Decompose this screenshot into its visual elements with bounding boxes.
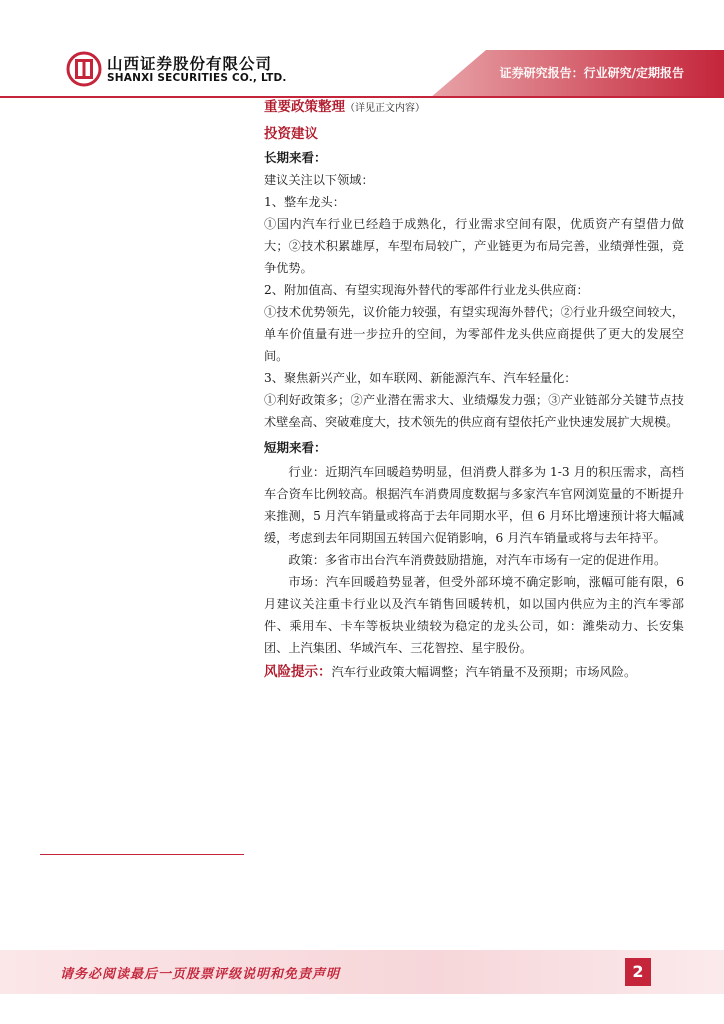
short-term-heading: 短期来看： <box>264 440 327 455</box>
investment-advice-heading: 投资建议 <box>264 126 318 142</box>
short-term-industry: 行业：近期汽车回暖趋势明显，但消费人群多为 1-3 月的积压需求，高档车合资车比例较高。根据汽车消费周度数据与多家汽车官网浏览量的不断提升来推测，5 月汽车销量或将高于去年同期水平，但 6 月环比增速预计将大幅减缓，考虑到去年同期国五转国六促销影响，6 月汽车销量或将与去年持平。 <box>264 465 684 545</box>
policy-title-note: （详见正文内容） <box>345 103 425 114</box>
shanxi-securities-logo-icon <box>66 51 102 87</box>
short-term-policy: 政策：多省市出台汽车消费鼓励措施，对汽车市场有一定的促进作用。 <box>288 553 667 567</box>
report-header <box>0 0 724 100</box>
risk-label: 风险提示： <box>264 664 332 680</box>
long-term-heading: 长期来看： <box>264 150 327 165</box>
long-term-item-1-heading: 1、整车龙头： <box>264 195 345 209</box>
long-term-item-2-heading: 2、附加值高、有望实现海外替代的零部件行业龙头供应商： <box>264 283 589 297</box>
footnote-divider <box>40 854 244 855</box>
report-body <box>264 96 684 683</box>
company-name-en: SHANXI SECURITIES CO., LTD. <box>107 72 287 84</box>
report-type-label: 证券研究报告：行业研究/定期报告 <box>499 66 684 80</box>
long-term-item-3-heading: 3、聚焦新兴产业，如车联网、新能源汽车、汽车轻量化： <box>264 371 577 385</box>
long-term-item-3-text: ①利好政策多；②产业潜在需求大、业绩爆发力强；③产业链部分关键节点技术壁垒高、突破难度大，技术领先的供应商有望依托产业快速发展扩大规模。 <box>264 393 684 429</box>
risk-line <box>264 661 684 683</box>
company-name-cn: 山西证券股份有限公司 <box>107 55 273 73</box>
long-term-item-2-text: ①技术优势领先，议价能力较强，有望实现海外替代；②行业升级空间较大，单车价值量有进一步拉升的空间，为零部件龙头供应商提供了更大的发展空间。 <box>264 305 684 363</box>
long-term-intro: 建议关注以下领域： <box>264 173 374 187</box>
investment-advice-line <box>264 123 684 145</box>
risk-text: 汽车行业政策大幅调整；汽车销量不及预期；市场风险。 <box>331 665 637 679</box>
footer-disclaimer: 请务必阅读最后一页股票评级说明和免责声明 <box>60 967 341 982</box>
long-term-item-1-text: ①国内汽车行业已经趋于成熟化，行业需求空间有限，优质资产有望借力做大；②技术积累雄厚，车型布局较广，产业链更为布局完善，业绩弹性强，竞争优势。 <box>264 217 684 275</box>
policy-title-line <box>264 96 684 120</box>
policy-title: 重要政策整理 <box>264 99 345 115</box>
short-term-market: 市场：汽车回暖趋势显著，但受外部环境不确定影响，涨幅可能有限，6 月建议关注重卡行业以及汽车销售回暖转机，如以国内供应为主的汽车零部件、乘用车、卡车等板块业绩较为稳定的龙头公司，如：潍柴动力、长安集团、上汽集团、华域汽车、三花智控、星宇股份。 <box>264 575 684 655</box>
page-number: 2 <box>625 958 651 986</box>
